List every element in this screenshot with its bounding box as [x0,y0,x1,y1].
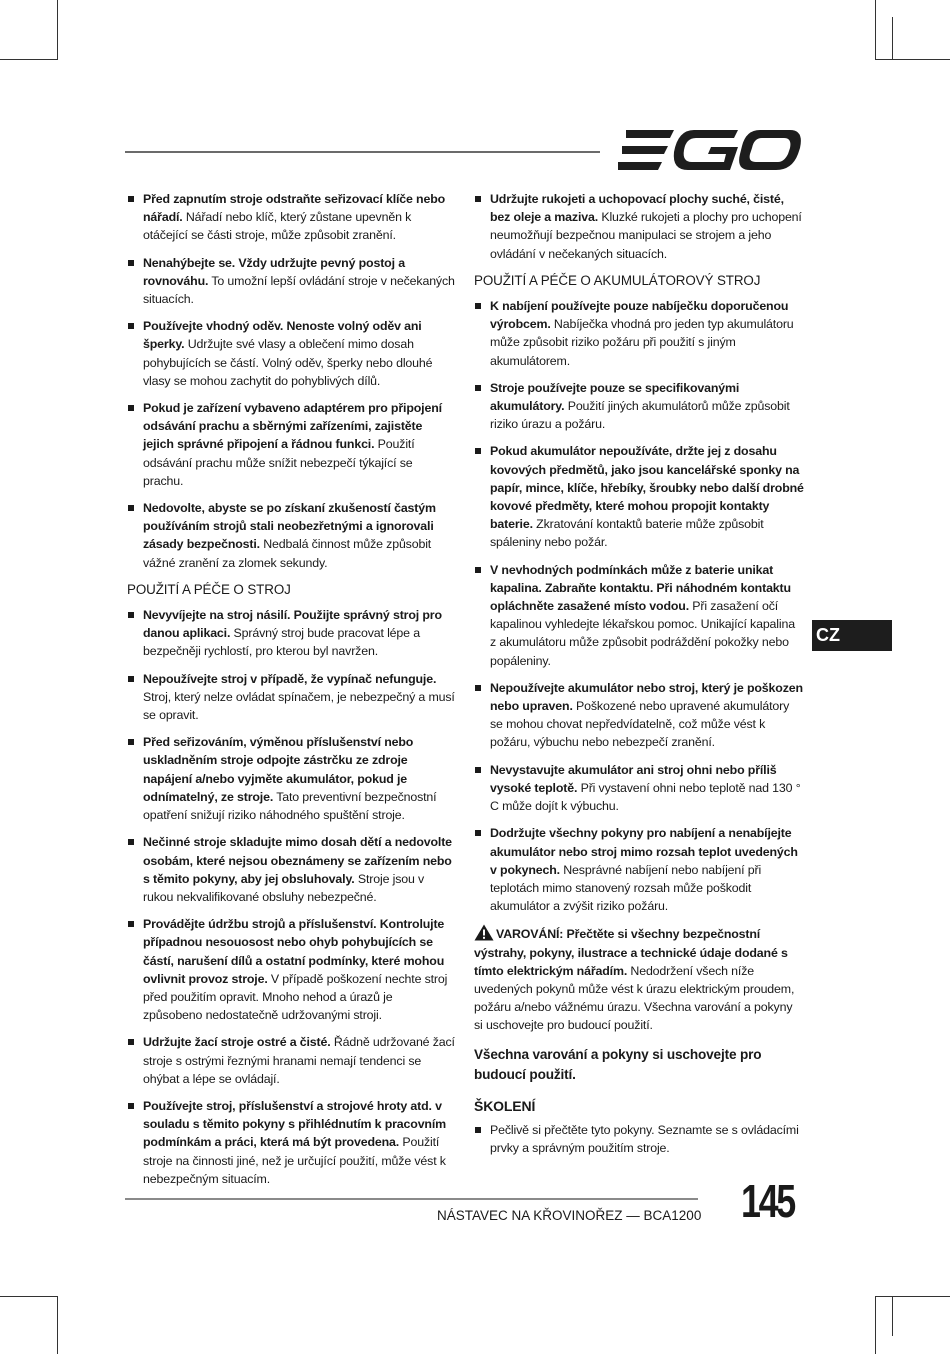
crop-mark [57,1296,58,1354]
bullet-bold: Nedovolte, abyste se po získaní zkušeností častým používáním strojů stali neobezřetnými a ignorovali zásady bezpečnosti. [143,501,436,552]
footer-rule [125,1198,698,1200]
warning-triangle-icon [474,924,494,941]
bullet-bold: Provádějte údržbu strojů a příslušenství. Kontrolujte případnou nesouosost nebo ohyb pohybujících se částí, narušení dílů a ostatní podmínky, které mohou ovlivnit provoz stroje. [143,917,445,986]
bullet-marker [128,612,134,618]
list-item [474,379,804,434]
warning-text: Nedodržení všech níže uvedených pokynů může vést k úrazu elektrickým proudem, požáru a/nebo vážnému úrazu. Všechna varování a pokyny si uschovejte pro budoucí použití. [474,963,795,1033]
crop-mark [0,59,58,60]
bullet-marker [475,767,481,773]
bullet-bold: K nabíjení používejte pouze nabíječku doporučenou výrobcem. [490,299,789,332]
list-item [127,1033,455,1088]
bullet-text: Správný stroj bude pracovat lépe a bezpečněji rychlostí, pro kterou byl navržen. [143,626,420,659]
bullet-marker [128,260,134,266]
bullet-bold: Udržujte žací stroje ostré a čisté. [143,1035,331,1050]
bullet-marker [475,385,481,391]
footer-title: NÁSTAVEC NA KŘOVINOŘEZ — BCA1200 [437,1208,702,1223]
crop-mark [875,59,950,60]
bullet-text: Zkratování kontaktů baterie může způsobit spáleniny nebo požár. [490,517,764,550]
header-rule [125,151,600,153]
bullet-text: Stroj, který nelze ovládat spínačem, je nebezpečný a musí se opravit. [143,689,455,723]
bullet-bold: V nevhodných podmínkách může z baterie unikat kapalina. Zabraňte kontaktu. Při náhodném kontaktu opláchněte zasažené místo vodou. [490,562,791,614]
bullet-bold: Používejte stroj, příslušenství a strojové hroty atd. v souladu s těmito pokyny s přihlédnutím k pracovním podmínkám a práci, která má být provedena. [143,1098,447,1150]
bullet-marker [128,921,134,927]
crop-mark [0,1296,58,1297]
list-item [127,670,455,725]
crop-mark [892,1296,893,1336]
bullet-bold: Nepoužívejte akumulátor nebo stroj, který je poškozen nebo upraven. [490,680,803,714]
crop-mark [875,1296,876,1354]
bullet-text: Tato preventivní bezpečnostní opatření snižují riziko náhodného spuštění stroje. [143,789,437,823]
bullet-bold: Nečinné stroje skladujte mimo dosah dětí a nedovolte osobám, které nejsou obeznámeny se zařízením nebo s těmito pokyny, aby jej obsluhovaly. [143,835,452,886]
bullet-text: Stroje jsou v rukou nekvalifikované obsluhy nebezpečné. [143,871,425,904]
bullet-marker [128,839,134,845]
list-item [127,1097,455,1188]
bullet-bold: Před seřizováním, výměnou příslušenství nebo uskladněním stroje odpojte zástrčku ze zdroje napájení a/nebo vyjměte akumulátor, pokud je odnímatelný, ze stroje. [143,735,414,804]
bullet-text: Nářadí nebo klíč, který zůstane upevněn k otáčející se části stroje, může způsobit zranění. [143,210,412,243]
bullet-text: Nesprávné nabíjení nebo nabíjení při teplotách mimo stanovený rozsah může poškodit akumulátor a zvýšit riziko požáru. [490,862,762,914]
bullet-text: Řádně udržované žací stroje s ostrými řeznými hranami nemají tendenci se ohýbat a lépe se ovládají. [143,1035,455,1086]
bullet-marker [475,448,481,454]
left-column [127,190,455,1197]
section-heading: POUŽITÍ A PÉČE O STROJ [127,581,291,597]
bullet-marker [128,196,134,202]
crop-mark [892,17,893,60]
bullet-marker [475,567,481,573]
bullet-marker [475,196,481,202]
bullet-text: Udržujte své vlasy a oblečení mimo dosah pohybujících se částí. Volný oděv, šperky nebo dlouhé vlasy se mohou zachytit do pohyblivých dílů. [143,337,433,388]
list-item [127,190,455,245]
list-item [474,190,804,263]
crop-mark [875,1296,950,1297]
bullet-bold: Nevyvíjejte na stroj násilí. Použijte správný stroj pro danou aplikaci. [143,608,442,641]
bullet-bold: Před zapnutím stroje odstraňte seřizovací klíče nebo nářadí. [143,192,446,225]
bullet-text: Kluzké rukojeti a plochy pro uchopení neumožňují bezpečnou manipulaci se strojem a jeho ovládání v nečekaných situacích. [490,210,802,261]
list-item [474,442,804,551]
bullet-marker [128,1039,134,1045]
bullet-bold: Používejte vhodný oděv. Nenoste volný oděv ani šperky. [143,319,422,352]
warning-bold: VAROVÁNÍ: Přečtěte si všechny bezpečnostní výstrahy, pokyny, ilustrace a technické údaje dodané s tímto elektrickým nářadím. [474,927,788,978]
bullet-marker [475,685,481,691]
bullet-text: Při zasažení očí kapalinou vyhledejte lékařskou pomoc. Unikající kapalina z akumulátoru může způsobit podráždění pokožky nebo popáleniny. [490,599,795,668]
bullet-bold: Nevystavujte akumulátor ani stroj ohni nebo příliš vysoké teplotě. [490,762,777,795]
bullet-marker [475,303,481,309]
list-item [474,679,804,752]
list-item [474,761,804,816]
bullet-bold: Nenahýbejte se. Vždy udržujte pevný postoj a rovnováhu. [143,255,405,288]
list-item [474,297,804,370]
bullet-text: Nedbalá činnost může způsobit vážné zranění za zlomek sekundy. [143,537,432,570]
bullet-marker [128,505,134,511]
list-item [127,915,455,1024]
bullet-marker [128,1103,134,1109]
list-item [127,833,455,906]
warning-block [474,924,804,1034]
crop-mark [875,0,876,60]
right-column [474,190,804,1166]
bullet-bold: Pokud akumulátor nepoužíváte, držte jej z dosahu kovových předmětů, jako jsou kancelářské sponky na papír, mince, klíče, hřebíky, šroubky nebo další drobné kovové předměty, které mohou propojit kontakty baterie. [490,444,804,532]
bullet-bold: Nepoužívejte stroj v případě, že vypínač nefunguje. [143,671,437,686]
bullet-marker [128,405,134,411]
bullet-marker [475,1127,481,1133]
bullet-text: Nabíječka vhodná pro jeden typ akumulátoru může způsobit riziko požáru při použití s jiným akumulátorem. [490,317,794,368]
bullet-text: Použití odsávání prachu může snížit nebezpečí týkající se prachu. [143,437,415,488]
list-item [474,1121,804,1157]
ego-logo [616,128,802,174]
crop-mark [57,0,58,60]
page-number: 145 [741,1175,794,1227]
list-item [474,561,804,670]
bullet-marker [128,739,134,745]
section-heading: POUŽITÍ A PÉČE O AKUMULÁTOROVÝ STROJ [474,272,761,288]
bullet-bold: Dodržujte všechny pokyny pro nabíjení a nenabíjejte akumulátor nebo stroj mimo rozsah teplot uvedených v pokynech. [490,826,798,877]
bullet-text: Poškozené nebo upravené akumulátory se mohou chovat nepředvídatelně, což může vést k požáru, výbuchu nebo nebezpečí zranění. [490,699,790,750]
bullet-marker [475,830,481,836]
bullet-marker [128,323,134,329]
training-heading: ŠKOLENÍ [474,1097,536,1114]
list-item [127,399,455,490]
list-item [127,254,455,309]
bullet-text: Při vystavení ohni nebo teplotě nad 130 ° C může dojít k výbuchu. [490,780,801,814]
bullet-text: To umožní lepší ovládání stroje v nečekaných situacích. [143,273,455,307]
bullet-text: Použití jiných akumulátorů může způsobit riziko úrazu a požáru. [490,399,790,432]
bullet-marker [128,676,134,682]
keep-notice: Všechna varování a pokyny si uschovejte pro budoucí použití. [474,1046,762,1082]
list-item [127,606,455,661]
bullet-bold: Udržujte rukojeti a uchopovací plochy suché, čisté, bez oleje a maziva. [490,192,784,225]
bullet-text: Pečlivě si přečtěte tyto pokyny. Seznamte se s ovládacími prvky a správným použitím stroje. [490,1122,799,1155]
bullet-bold: Stroje používejte pouze se specifikovanými akumulátory. [490,380,740,414]
bullet-text: Použití stroje na činnosti jiné, než je určující použití, může vést k nebezpečným situacím. [143,1135,446,1186]
language-tab: CZ [812,620,892,651]
list-item [127,733,455,824]
list-item [127,317,455,390]
list-item [474,824,804,915]
bullet-bold: Pokud je zařízení vybaveno adaptérem pro připojení odsávání prachu a sběrnými zařízeními, zajistěte jejich správné připojení a řádnou funkci. [143,401,442,452]
bullet-text: V případě poškození nechte stroj před použitím opravit. Mnoho nehod a úrazů je způsobeno nedostatečně udržovanými stroji. [143,971,448,1023]
list-item [127,499,455,572]
